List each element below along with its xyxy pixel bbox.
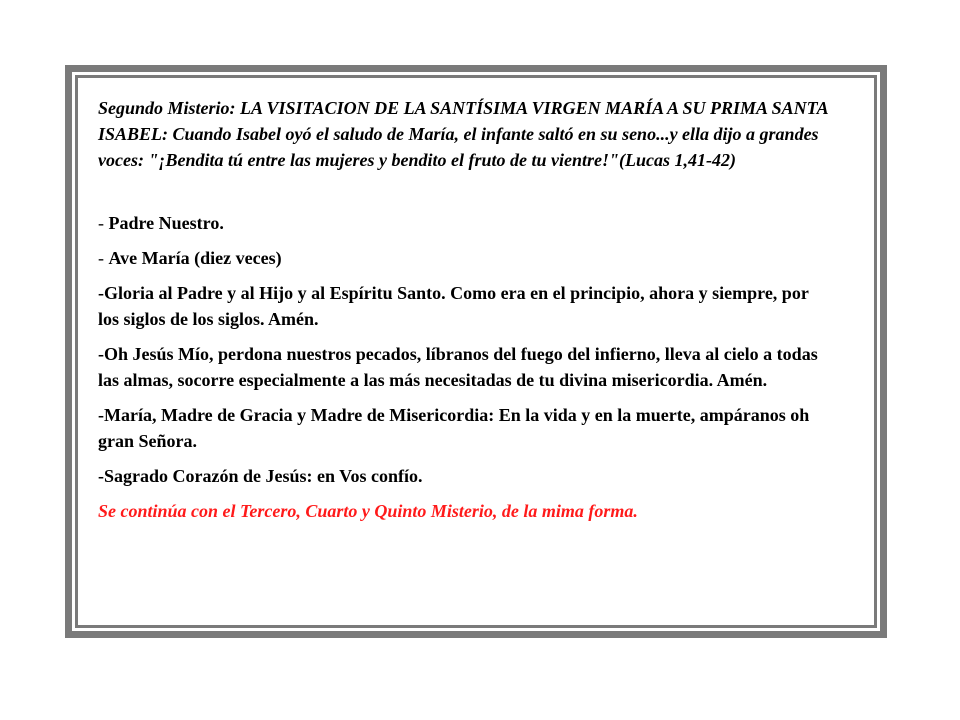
padre-nuestro-line (98, 210, 828, 236)
closing-note: Se continúa con el Tercero, Cuarto y Quinto Misterio, de la mima forma. (98, 501, 638, 521)
ave-maria-line (98, 245, 828, 271)
maria-madre-paragraph: -María, Madre de Gracia y Madre de Misericordia: En la vida y en la muerte, ampáranos oh gran Señora. (98, 405, 810, 451)
sagrado-corazon-paragraph: -Sagrado Corazón de Jesús: en Vos confío. (98, 466, 423, 486)
slide-frame (65, 65, 887, 638)
oh-jesus-paragraph: -Oh Jesús Mío, perdona nuestros pecados, líbranos del fuego del infierno, lleva al cielo a todas las almas, socorre especialmente a las más necesitadas de tu divina misericordia. Amén. (98, 344, 818, 390)
ave-dash: - (98, 248, 109, 268)
padre-nuestro-text: Padre Nuestro. (108, 213, 224, 233)
mystery-heading: Segundo Misterio: LA VISITACION DE LA SANTÍSIMA VIRGEN MARÍA A SU PRIMA SANTA ISABEL: Cuando Isabel oyó el saludo de María, el infante saltó en su seno...y ella dijo a grandes voces: "¡Bendita tú entre las mujeres y bendito el fruto de tu vientre!"(Lucas 1,41-42) (98, 98, 828, 170)
prayer-content (98, 95, 828, 524)
gloria-paragraph: -Gloria al Padre y al Hijo y al Espíritu Santo. Como era en el principio, ahora y siempre, por los siglos de los siglos. Amén. (98, 283, 809, 329)
padre-dash: - (98, 213, 109, 233)
ave-maria-text: Ave María (diez veces) (108, 248, 282, 268)
